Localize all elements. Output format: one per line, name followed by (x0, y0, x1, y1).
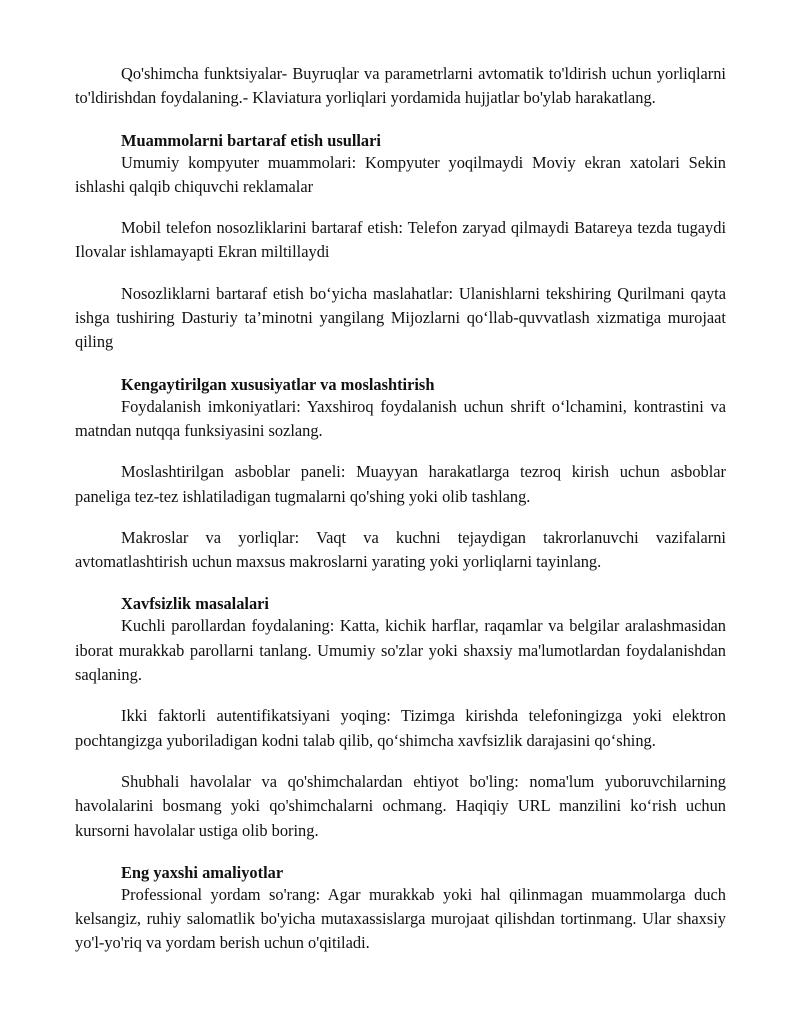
paragraph-strong-passwords: Kuchli parollardan foydalaning: Katta, kichik harflar, raqamlar va belgilar aralashmasidan iborat murakkab parollarni tanlang. Umumiy so'zlar yoki shaxsiy ma'lumotlardan foydalanishdan saqlaning. (75, 616, 726, 685)
paragraph-accessibility: Foydalanish imkoniyatlari: Yaxshiroq foydalanish uchun shrift o‘lchamini, kontrastini va matndan nutqqa funksiyasini sozlang. (75, 396, 726, 440)
paragraph-suspicious-links: Shubhali havolalar va qo'shimchalardan ehtiyot bo'ling: noma'lum yuboruvchilarning havolalarini bosmang yoki qo'shimchalarni ochmang. Haqiqiy URL manzilini ko‘rish uchun kursorni havolalar ustiga olib boring. (75, 771, 726, 840)
paragraph-mobile-phone-issues: Mobil telefon nosozliklarini bartaraf etish: Telefon zaryad qilmaydi Batareya tezda tugaydi Ilovalar ishlamayapti Ekran miltillaydi (75, 218, 726, 262)
paragraph-professional-help: Professional yordam so'rang: Agar murakkab yoki hal qilinmagan muammolarga duch kelsangiz, ruhiy salomatlik bo'yicha mutaxassislarga murojaat qilishdan tortinmang. Ular shaxsiy yo'l-yo'riq va yordam berish uchun o'qitiladi. (75, 884, 726, 953)
section-heading-troubleshooting: Muammolarni bartaraf etish usullari (121, 130, 381, 150)
paragraph-macros-shortcuts: Makroslar va yorliqlar: Vaqt va kuchni tejaydigan takrorlanuvchi vazifalarni avtomatlashtirish uchun maxsus makroslarni yarating yoki yorliqlarni tayinlang. (75, 527, 726, 572)
paragraph-custom-toolbar: Moslashtirilgan asboblar paneli: Muayyan harakatlarga tezroq kirish uchun asboblar paneliga tez-tez ishlatiladigan tugmalarni qo'shing yoki olib tashlang. (75, 462, 726, 506)
paragraph-two-factor-auth: Ikki faktorli autentifikatsiyani yoqing: Tizimga kirishda telefoningizga yoki elektron pochtangizga yuboriladigan kodni talab qilib, qo‘shimcha xavfsizlik darajasini qo‘shing. (75, 706, 726, 750)
section-heading-security: Xavfsizlik masalalari (121, 594, 269, 614)
section-heading-advanced-features: Kengaytirilgan xususiyatlar va moslashtirish (121, 374, 435, 394)
paragraph-common-computer-problems: Umumiy kompyuter muammolari: Kompyuter yoqilmaydi Moviy ekran xatolari Sekin ishlashi qalqib chiquvchi reklamalar (75, 152, 726, 196)
section-heading-best-practices: Eng yaxshi amaliyotlar (121, 862, 284, 882)
paragraph-troubleshooting-tips: Nosozliklarni bartaraf etish bo‘yicha maslahatlar: Ulanishlarni tekshiring Qurilmani qayta ishga tushiring Dasturiy ta’minotni yangilang Mijozlarni qo‘llab-quvvatlash xizmatiga murojaat qiling (75, 283, 726, 352)
intro-paragraph: Qo'shimcha funktsiyalar- Buyruqlar va parametrlarni avtomatik to'ldirish uchun yorliqlarni to'ldirishdan foydalaning.- Klaviatura yorliqlari yordamida hujjatlar bo'ylab harakatlang. (75, 64, 726, 108)
document-page (75, 62, 726, 956)
